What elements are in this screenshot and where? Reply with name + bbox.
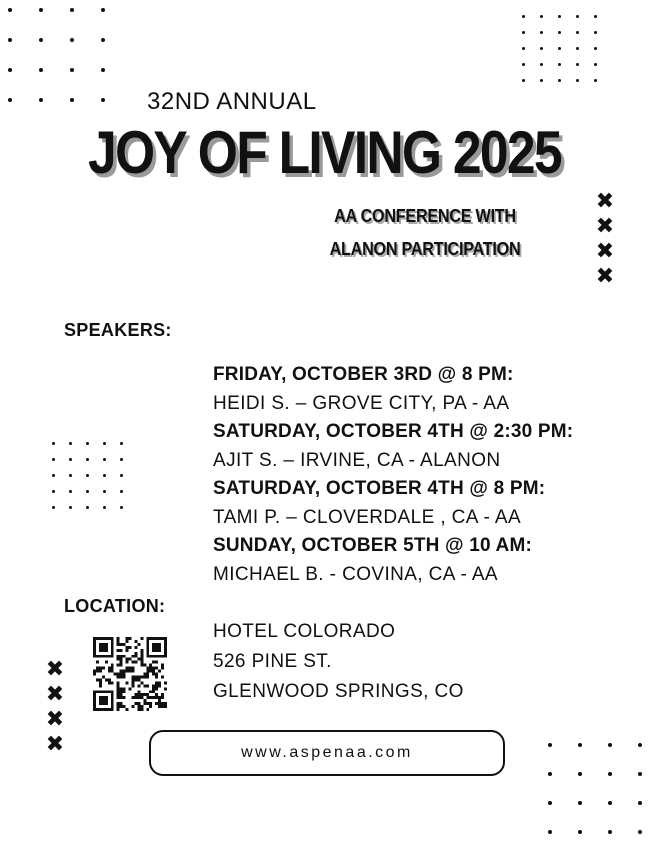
decorative-dot [578, 830, 582, 834]
venue-street: 526 PINE ST. [213, 651, 332, 672]
decorative-dot [101, 38, 105, 42]
session-speaker: HEIDI S. – GROVE CITY, PA - AA [213, 392, 510, 414]
speaker-schedule [213, 361, 643, 589]
decorative-dot [576, 47, 579, 50]
dot-grid-top-right [522, 15, 602, 85]
decorative-dot [594, 31, 597, 34]
decorative-dot [52, 490, 55, 493]
session-day: SATURDAY, OCTOBER 4TH @ 2:30 PM: [213, 421, 574, 442]
decorative-dot [576, 31, 579, 34]
decorative-dot [70, 68, 74, 72]
decorative-dot [69, 442, 72, 445]
decorative-dot [52, 442, 55, 445]
conference-line-1: AA CONFERENCE WITH [334, 206, 516, 226]
decorative-dot [594, 63, 597, 66]
decorative-dot [638, 830, 642, 834]
decorative-dot [522, 31, 525, 34]
decorative-dot [39, 8, 43, 12]
decorative-dot [576, 79, 579, 82]
decorative-dot [103, 490, 106, 493]
decorative-dot [52, 474, 55, 477]
decorative-dot [522, 63, 525, 66]
decorative-dot [578, 801, 582, 805]
decorative-dot [522, 47, 525, 50]
decorative-dot [86, 442, 89, 445]
decorative-dot [594, 15, 597, 18]
decorative-dot [120, 490, 123, 493]
decorative-dot [120, 442, 123, 445]
decorative-dot [101, 8, 105, 12]
decorative-dot [558, 15, 561, 18]
decorative-dot [39, 68, 43, 72]
x-mark-icon: ✖ [45, 682, 65, 707]
session-speaker: MICHAEL B. - COVINA, CA - AA [213, 563, 499, 585]
decorative-dot [522, 15, 525, 18]
dot-grid-bottom-right [548, 743, 648, 838]
decorative-dot [70, 8, 74, 12]
decorative-dot [86, 474, 89, 477]
decorative-dot [70, 38, 74, 42]
decorative-dot [548, 801, 552, 805]
decorative-dot [8, 68, 12, 72]
x-mark-icon: ✖ [595, 264, 615, 289]
decorative-dot [86, 490, 89, 493]
decorative-dot [120, 506, 123, 509]
decorative-dot [578, 743, 582, 747]
decorative-dot [638, 801, 642, 805]
x-mark-icon: ✖ [45, 657, 65, 682]
decorative-dot [103, 474, 106, 477]
decorative-dot [594, 47, 597, 50]
annual-subtitle: 32ND ANNUAL [147, 88, 317, 115]
x-mark-icon: ✖ [595, 239, 615, 264]
decorative-dot [103, 506, 106, 509]
decorative-dot [540, 63, 543, 66]
venue-name: HOTEL COLORADO [213, 621, 396, 642]
location-heading: LOCATION: [64, 596, 166, 616]
decorative-dot [638, 743, 642, 747]
decorative-dot [540, 47, 543, 50]
x-mark-icon: ✖ [595, 189, 615, 214]
decorative-dot [540, 79, 543, 82]
decorative-dot [70, 98, 74, 102]
decorative-dot [101, 98, 105, 102]
session-speaker: AJIT S. – IRVINE, CA - ALANON [213, 449, 501, 471]
decorative-dot [101, 68, 105, 72]
decorative-dot [120, 474, 123, 477]
decorative-dot [608, 801, 612, 805]
dot-grid-top-left [8, 8, 108, 104]
decorative-dot [578, 772, 582, 776]
decorative-dot [103, 442, 106, 445]
decorative-dot [558, 47, 561, 50]
decorative-dot [548, 743, 552, 747]
x-mark-icon: ✖ [45, 732, 65, 757]
decorative-dot [594, 79, 597, 82]
decorative-dot [608, 830, 612, 834]
decorative-dot [8, 98, 12, 102]
decorative-dot [103, 458, 106, 461]
decorative-dot [540, 15, 543, 18]
decorative-dot [576, 63, 579, 66]
decorative-dot [86, 506, 89, 509]
decorative-dot [548, 830, 552, 834]
decorative-dot [608, 772, 612, 776]
decorative-dot [8, 8, 12, 12]
decorative-dot [86, 458, 89, 461]
decorative-dot [558, 79, 561, 82]
session-day: FRIDAY, OCTOBER 3RD @ 8 PM: [213, 364, 514, 385]
conference-line-2: ALANON PARTICIPATION [329, 239, 521, 259]
decorative-dot [39, 38, 43, 42]
decorative-dot [558, 63, 561, 66]
decorative-dot [52, 458, 55, 461]
venue-city: GLENWOOD SPRINGS, CO [213, 681, 464, 702]
x-mark-icon: ✖ [595, 214, 615, 239]
website-link[interactable]: www.aspenaa.com [149, 730, 505, 776]
decorative-dot [576, 15, 579, 18]
decorative-dot [540, 31, 543, 34]
decorative-dot [608, 743, 612, 747]
decorative-dot [558, 31, 561, 34]
x-mark-icon: ✖ [45, 707, 65, 732]
qr-code-icon[interactable] [93, 637, 167, 711]
session-speaker: TAMI P. – CLOVERDALE , CA - AA [213, 506, 522, 528]
decorative-dot [69, 474, 72, 477]
dot-grid-mid-left [52, 442, 127, 512]
decorative-dot [39, 98, 43, 102]
speakers-heading: SPEAKERS: [64, 320, 172, 340]
session-day: SUNDAY, OCTOBER 5TH @ 10 AM: [213, 535, 533, 556]
decorative-dot [69, 458, 72, 461]
session-day: SATURDAY, OCTOBER 4TH @ 8 PM: [213, 478, 546, 499]
decorative-dot [8, 38, 12, 42]
event-title: JOY OF LIVING 2025 [88, 119, 561, 186]
decorative-dot [69, 490, 72, 493]
decorative-dot [522, 79, 525, 82]
x-marks-left [44, 657, 66, 757]
decorative-dot [120, 458, 123, 461]
decorative-dot [638, 772, 642, 776]
decorative-dot [548, 772, 552, 776]
venue-address [213, 617, 464, 707]
x-marks-right [594, 189, 616, 289]
decorative-dot [52, 506, 55, 509]
decorative-dot [69, 506, 72, 509]
